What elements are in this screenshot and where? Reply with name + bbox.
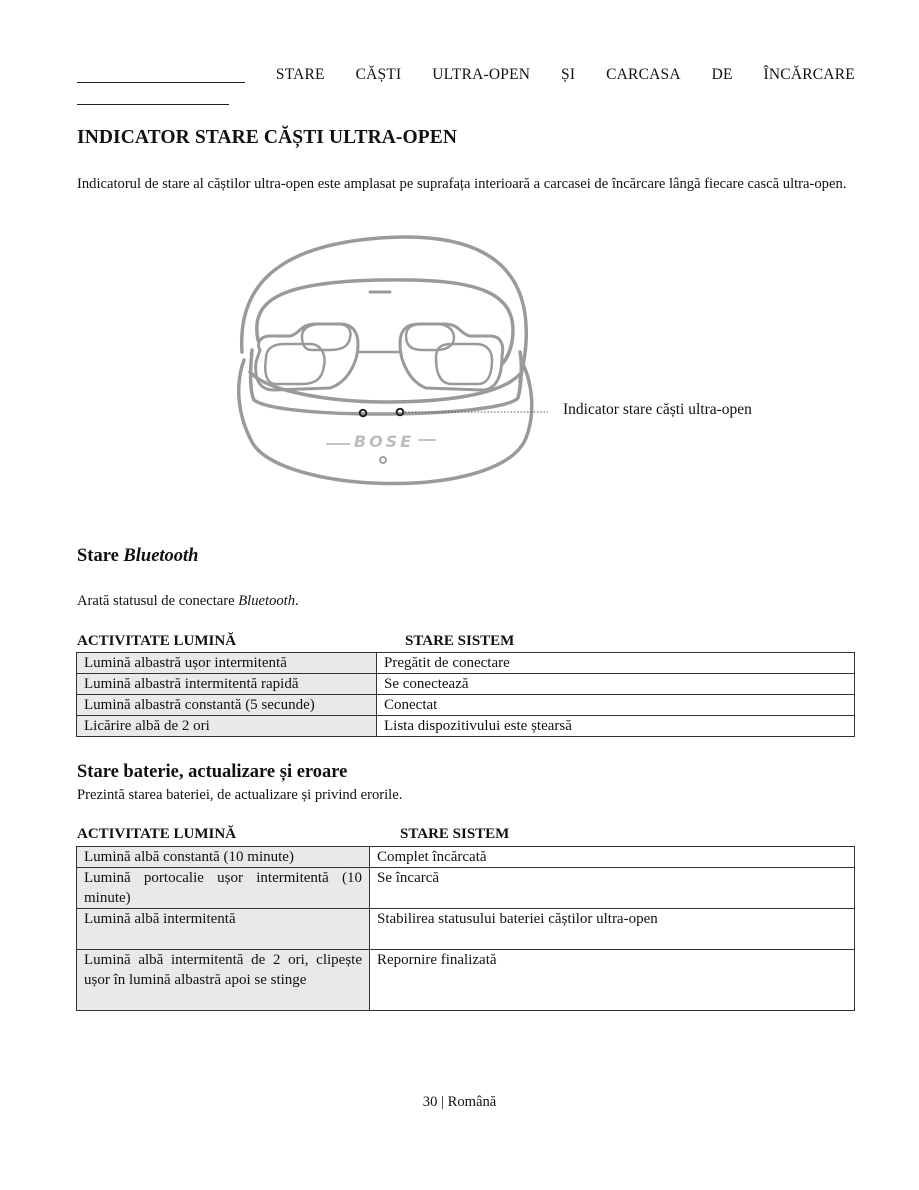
bluetooth-word: Bluetooth bbox=[123, 546, 199, 566]
state-cell: Complet încărcată bbox=[370, 847, 855, 868]
footer-language: Română bbox=[447, 1094, 497, 1110]
table-row bbox=[77, 716, 855, 737]
bluetooth-section-title: Stare Bluetooth bbox=[77, 546, 199, 566]
header-word: DE bbox=[711, 66, 733, 83]
header-word: CARCASA bbox=[606, 66, 681, 83]
table-row bbox=[77, 695, 855, 716]
table-row bbox=[77, 653, 855, 674]
header-word: CĂȘTI bbox=[355, 66, 402, 83]
activity-cell: Lumină albastră intermitentă rapidă bbox=[77, 674, 377, 695]
bluetooth-description: Arată statusul de conectare Bluetooth. bbox=[77, 593, 299, 609]
column-header-activity: ACTIVITATE LUMINĂ bbox=[77, 826, 237, 842]
battery-table bbox=[76, 846, 855, 1011]
page-footer bbox=[0, 1094, 919, 1111]
activity-cell: Lumină albă intermitentă bbox=[77, 909, 370, 950]
charging-case-illustration bbox=[230, 232, 560, 517]
indicator-callout-label: Indicator stare căști ultra-open bbox=[563, 401, 752, 418]
table-row bbox=[77, 674, 855, 695]
table-row bbox=[77, 868, 855, 909]
state-cell: Conectat bbox=[377, 695, 855, 716]
table-row bbox=[77, 847, 855, 868]
activity-cell: Lumină albastră constantă (5 secunde) bbox=[77, 695, 377, 716]
state-cell: Se conectează bbox=[377, 674, 855, 695]
activity-cell: Licărire albă de 2 ori bbox=[77, 716, 377, 737]
case-drawing bbox=[230, 232, 560, 512]
table-row bbox=[77, 950, 855, 1011]
header-word: STARE bbox=[275, 66, 325, 83]
battery-description: Prezintă starea bateriei, de actualizare și privind erorile. bbox=[77, 787, 403, 803]
activity-cell: Lumină albă constantă (10 minute) bbox=[77, 847, 370, 868]
header-word: ULTRA-OPEN bbox=[432, 66, 531, 83]
brand-logo: BOSE bbox=[353, 432, 415, 451]
page-number: 30 bbox=[422, 1094, 438, 1110]
state-cell: Stabilirea statusului bateriei căștilor ultra-open bbox=[370, 909, 855, 950]
footer-separator: | bbox=[441, 1094, 448, 1110]
state-cell: Pregătit de conectare bbox=[377, 653, 855, 674]
column-header-state: STARE SISTEM bbox=[405, 633, 515, 649]
intro-paragraph: Indicatorul de stare al căștilor ultra-open este amplasat pe suprafața interioară a carcasei de încărcare lângă fiecare cască ultra-open. bbox=[77, 176, 847, 192]
state-cell: Repornire finalizată bbox=[370, 950, 855, 1011]
activity-cell: Lumină albastră ușor intermitentă bbox=[77, 653, 377, 674]
header-word: ÎNCĂRCARE bbox=[763, 66, 855, 83]
table-row bbox=[77, 909, 855, 950]
column-header-activity: ACTIVITATE LUMINĂ bbox=[77, 633, 237, 649]
header-rule-continuation bbox=[77, 104, 229, 105]
battery-table-header bbox=[77, 826, 855, 846]
activity-cell: Lumină albă intermitentă de 2 ori, clipește ușor în lumină albastră apoi se stinge bbox=[77, 950, 370, 1011]
running-header bbox=[77, 66, 855, 84]
activity-cell: Lumină portocalie ușor intermitentă (10 minute) bbox=[77, 868, 370, 909]
battery-section-title: Stare baterie, actualizare și eroare bbox=[77, 762, 348, 782]
section-title: INDICATOR STARE CĂȘTI ULTRA-OPEN bbox=[77, 127, 458, 148]
header-word: ȘI bbox=[561, 66, 576, 83]
state-cell: Se încarcă bbox=[370, 868, 855, 909]
bluetooth-table bbox=[76, 652, 855, 737]
header-rule bbox=[77, 66, 245, 83]
state-cell: Lista dispozitivului este ștearsă bbox=[377, 716, 855, 737]
column-header-state: STARE SISTEM bbox=[400, 826, 510, 842]
bluetooth-table-header bbox=[77, 633, 855, 653]
